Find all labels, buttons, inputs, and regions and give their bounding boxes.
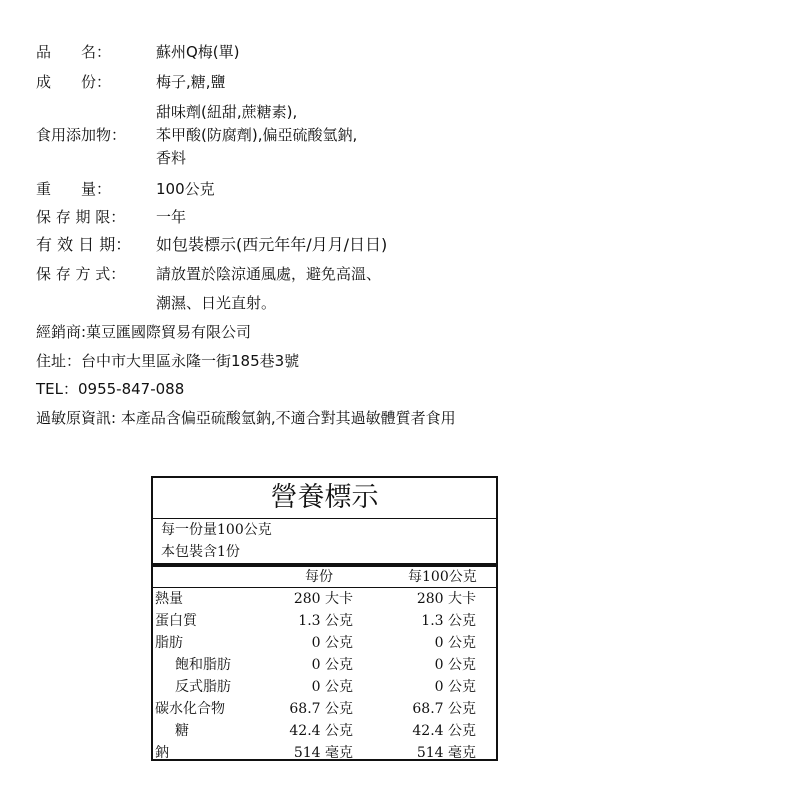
product-name-label: 品 名： (36, 43, 112, 61)
nutrition-row-trans-fat (153, 676, 496, 698)
serving-info (153, 519, 496, 563)
nutrient-per-serving: 42.4 公克 (289, 723, 353, 739)
nutrient-per-serving: 280 大卡 (293, 591, 353, 607)
storage-label: 保 存 方 式： (36, 265, 126, 283)
nutrient-name: 飽和脂肪 (175, 657, 231, 673)
nutrition-row-saturated-fat (153, 654, 496, 676)
allergen-text: 過敏原資訊: 本產品含偏亞硫酸氫鈉,不適合對其過敏體質者食用 (36, 409, 456, 427)
serving-size: 每一份量100公克 (161, 522, 272, 538)
nutrient-per-100g: 280 大卡 (416, 591, 476, 607)
nutrition-row-calories (153, 588, 496, 610)
tel-text: TEL：0955-847-088 (36, 380, 185, 398)
servings-per-pack: 本包裝含1份 (161, 544, 240, 560)
nutrient-per-100g: 514 毫克 (416, 745, 476, 761)
nutrient-per-100g: 1.3 公克 (421, 613, 476, 629)
nutrient-name: 碳水化合物 (155, 701, 225, 717)
storage-line-1: 請放置於陰涼通風處，避免高溫、 (156, 265, 382, 283)
nutrient-per-serving: 0 公克 (311, 657, 353, 673)
nutrient-per-serving: 1.3 公克 (298, 613, 353, 629)
nutrient-per-serving: 0 公克 (311, 679, 353, 695)
col-per-100g: 每100公克 (408, 569, 477, 585)
nutrient-per-100g: 68.7 公克 (412, 701, 476, 717)
additives-label: 食用添加物： (36, 126, 127, 144)
shelf-life-label: 保 存 期 限： (36, 208, 126, 226)
nutrient-per-100g: 0 公克 (434, 679, 476, 695)
nutrient-name: 糖 (175, 723, 189, 739)
nutrient-name: 反式脂肪 (175, 679, 231, 695)
nutrition-facts-table (151, 476, 498, 761)
ingredients-value: 梅子,糖,鹽 (156, 73, 226, 91)
weight-value: 100公克 (156, 180, 215, 198)
nutrient-per-serving: 514 毫克 (293, 745, 353, 761)
nutrition-row-fat (153, 632, 496, 654)
expiry-label: 有 效 日 期： (36, 235, 132, 254)
col-per-serving: 每份 (305, 569, 333, 585)
nutrition-row-sodium (153, 742, 496, 764)
nutrient-name: 熱量 (155, 591, 183, 607)
additives-line-1: 甜味劑(紐甜,蔗糖素), (156, 103, 298, 121)
nutrient-name: 脂肪 (155, 635, 183, 651)
additives-line-3: 香料 (156, 149, 187, 167)
storage-line-2: 潮濕、日光直射。 (156, 294, 277, 312)
ingredients-label: 成 份： (36, 73, 112, 91)
nutrient-name: 蛋白質 (155, 613, 197, 629)
nutrient-per-serving: 68.7 公克 (289, 701, 353, 717)
nutrient-per-100g: 42.4 公克 (412, 723, 476, 739)
nutrition-row-sugar (153, 720, 496, 742)
nutrition-column-header (153, 563, 496, 588)
product-name-value: 蘇州Q梅(單) (156, 43, 240, 61)
shelf-life-value: 一年 (156, 208, 187, 226)
nutrient-per-100g: 0 公克 (434, 657, 476, 673)
nutrition-row-protein (153, 610, 496, 632)
distributor-text: 經銷商:菓豆匯國際貿易有限公司 (36, 323, 252, 341)
nutrient-name: 鈉 (155, 745, 169, 761)
address-text: 住址：台中市大里區永隆一街185巷3號 (36, 352, 300, 370)
nutrient-per-serving: 0 公克 (311, 635, 353, 651)
weight-label: 重 量： (36, 180, 112, 198)
nutrition-row-carbohydrate (153, 698, 496, 720)
additives-line-2: 苯甲酸(防腐劑),偏亞硫酸氫鈉, (156, 126, 358, 144)
nutrient-per-100g: 0 公克 (434, 635, 476, 651)
nutrition-title: 營養標示 (153, 478, 496, 519)
expiry-value: 如包裝標示(西元年年/月月/日日) (156, 235, 388, 254)
